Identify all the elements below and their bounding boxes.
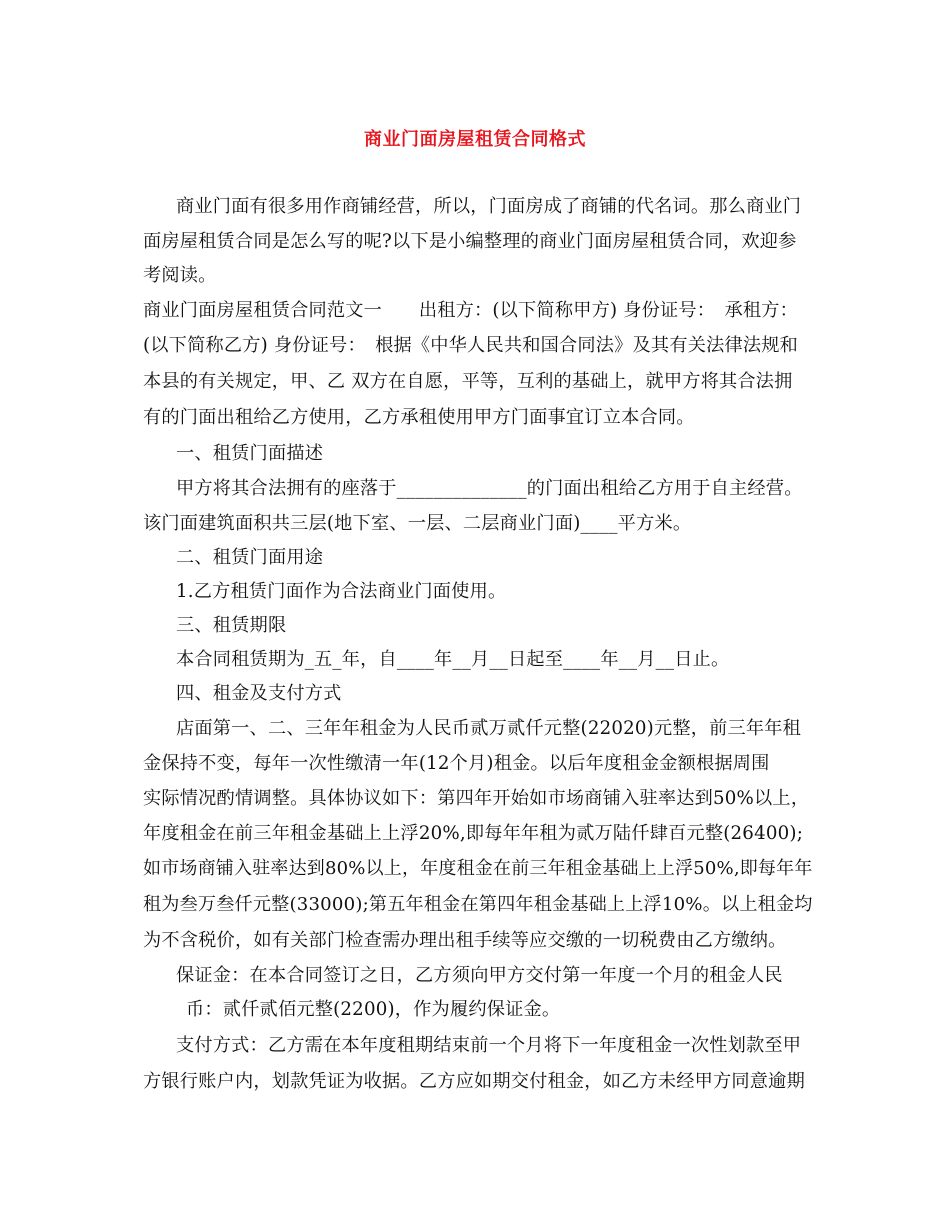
paragraph-line: 方银行账户内，划款凭证为收据。乙方应如期交付租金，如乙方未经甲方同意逾期 — [143, 1071, 805, 1092]
paragraph-line: 有的门面出租给乙方使用，乙方承租使用甲方门面事宜订立本合同。 — [143, 407, 695, 428]
paragraph-line: 该门面建筑面积共三层(地下室、一层、二层商业门面)____平方米。 — [143, 513, 692, 534]
paragraph-line: 考阅读。 — [143, 265, 217, 286]
paragraph-line: 币：贰仟贰佰元整(2200)，作为履约保证金。 — [186, 999, 561, 1020]
paragraph-line: 支付方式：乙方需在本年度租期结束前一个月将下一年度租金一次性划款至甲 — [176, 1035, 802, 1056]
paragraph-line: 本合同租赁期为_五_年，自____年__月__日起至____年__月__日止。 — [176, 649, 730, 670]
section-heading: 三、租赁期限 — [176, 615, 287, 636]
section-heading: 四、租金及支付方式 — [176, 683, 342, 704]
paragraph-line: 为不含税价，如有关部门检查需办理出租手续等应交缴的一切税费由乙方缴纳。 — [143, 930, 787, 951]
paragraph-line: 商业门面房屋租赁合同范文一 出租方：(以下简称甲方) 身份证号： 承租方： — [143, 300, 799, 321]
section-heading: 一、租赁门面描述 — [176, 443, 324, 464]
paragraph-line: 面房屋租赁合同是怎么写的呢?以下是小编整理的商业门面房屋租赁合同，欢迎参 — [143, 231, 797, 252]
paragraph-line: (以下简称乙方) 身份证号： 根据《中华人民共和国合同法》及其有关法律法规和 — [143, 335, 799, 356]
paragraph-line: 年度租金在前三年租金基础上上浮20%,即每年年租为贰万陆仟肆百元整(26400); — [143, 823, 804, 844]
paragraph-line: 1.乙方租赁门面作为合法商业门面使用。 — [176, 581, 507, 602]
paragraph-line: 金保持不变，每年一次性缴清一年(12个月)租金。以后年度租金金额根据周围 — [143, 753, 770, 774]
paragraph-line: 商业门面有很多用作商铺经营，所以，门面房成了商铺的代名词。那么商业门 — [176, 196, 802, 217]
paragraph-line: 甲方将其合法拥有的座落于______________的门面出租给乙方用于自主经营。 — [176, 478, 803, 499]
document-title: 商业门面房屋租赁合同格式 — [364, 129, 586, 150]
paragraph-line: 租为叁万叁仟元整(33000);第五年租金在第四年租金基础上上浮10%。以上租金均 — [143, 894, 813, 915]
paragraph-line: 保证金：在本合同签订之日，乙方须向甲方交付第一年度一个月的租金人民 — [176, 965, 783, 986]
paragraph-line: 本县的有关规定，甲、乙 双方在自愿，平等，互利的基础上，就甲方将其合法拥 — [143, 371, 793, 392]
paragraph-line: 如市场商铺入驻率达到80%以上，年度租金在前三年租金基础上上浮50%,即每年年 — [143, 858, 813, 879]
paragraph-line: 店面第一、二、三年年租金为人民币贰万贰仟元整(22020)元整，前三年年租 — [176, 718, 802, 739]
paragraph-line: 实际情况酌情调整。具体协议如下：第四年开始如市场商铺入驻率达到50%以上， — [143, 788, 810, 809]
section-heading: 二、租赁门面用途 — [176, 547, 324, 568]
